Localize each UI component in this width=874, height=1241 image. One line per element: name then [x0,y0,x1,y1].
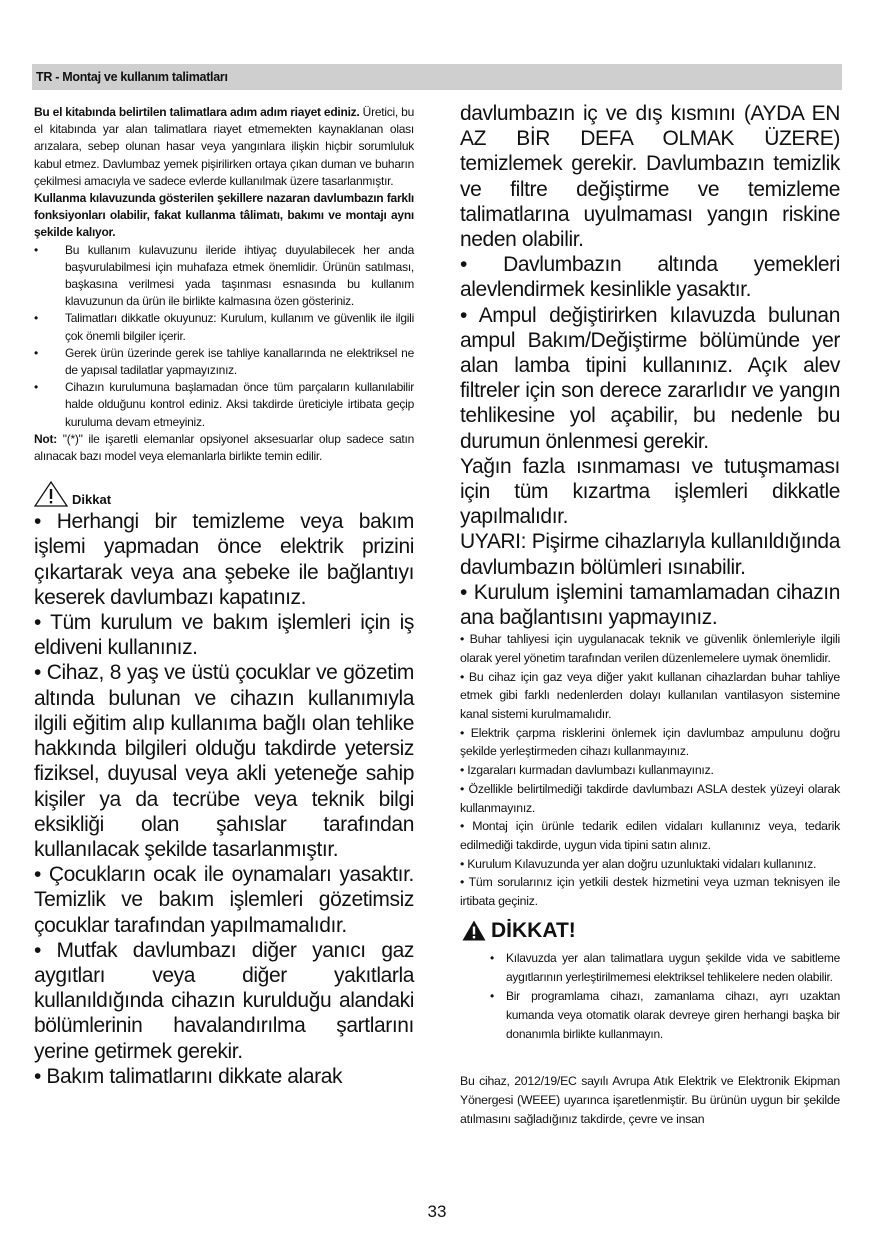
list-item: • Bu kullanım kulavuzunu ileride ihtiyaç duyulabilecek her anda başvurulabilmesi için muhafaza etmek önemlidir. Ürünün satılması, başkasına verilmesi yada taşınması esnasında bu kullanım klavuzunun da ürün ile birlikte kalmasına özen gösteriniz. [34,242,414,311]
warning-paragraph: • Bakım talimatlarını dikkate alarak [34,1064,343,1088]
warning-paragraph: • Ampul değiştirirken kılavuzda bulunan ampul Bakım/Değiştirme bölümünde yer alan lamba tipini kullanınız. Açık alev filtreler için son derece zararlıdır ve yangın tehlikesine yol açabilir, bu nedenle bu durumun önlenmesi gerekir. [460,303,840,453]
caution-label: Dikkat [72,492,112,508]
warning-paragraph: • Herhangi bir temizleme veya bakım işlemi yapmadan önce elektrik prizini çıkartarak veya ana şebeke ile bağlantıyı keserek davlumbazı kapatınız. [34,510,414,609]
safety-notes [460,630,840,911]
intro-paragraph [34,104,414,190]
attention-list [490,949,840,1044]
intro-text: Üretici, bu el kitabında yar alan talimatlara riayet etmemekten kaynaklanan olası arızalara, sebep olunan hasar veya yangınlara ilişkin hiçbir sorumluluk kabul etmez. Davlumbaz yemek pişirilirken ortaya çıkan duman ve buharın çekilmesi amacıyla ve sadece evlerde kullanılmak üzere tasarlanmıştır. [34,105,414,188]
note-text: "(*)" ile işaretli elemanlar opsiyonel aksesuarlar olup sadece satın alınacak bazı model veya elemanlarla birlikte temin edilir. [34,431,414,464]
warning-paragraph: Yağın fazla ısınmaması ve tutuşmaması için tüm kızartma işlemleri dikkatle yapılmalıdır. [460,454,840,529]
safety-note: • Tüm sorularınız için yetkili destek hizmetini veya uzman teknisyen ile irtibata geçiniz. [460,875,840,909]
warning-paragraph: UYARI: Pişirme cihazlarıyla kullanıldığında davlumbazın bölümleri ısınabilir. [460,530,840,579]
note-paragraph [34,431,414,465]
list-item: • Talimatları dikkatle okuyunuz: Kurulum, kullanım ve güvenlik ile ilgili çok önemli bilgiler içerir. [34,310,414,344]
warning-triangle-icon [34,481,68,507]
warning-paragraph: • Mutfak davlumbazı diğer yanıcı gaz aygıtları veya diğer yakıtlarla kullanıldığında cihazın kurulduğu alandaki bölümlerinin havalandırılma şartlarını yerine getirmek gerekir. [34,938,414,1063]
warning-paragraph: davlumbazın iç ve dış kısmını (AYDA EN AZ BİR DEFA OLMAK ÜZERE) temizlemek gerekir. Davlumbazın temizlik ve filtre değiştirme ve temizleme talimatlarına uyulmaması yangın riskine neden olabilir. [460,102,840,252]
warnings-block [34,509,414,1089]
list-item: • Bir programlama cihazı, zamanlama cihazı, ayrı uzaktan kumanda veya otomatik olarak devreye giren herhangi başka bir donanımla birlikte kullanmayın. [490,987,840,1044]
safety-note: • Montaj için ürünle tedarik edilen vidaları kullanınız veya, tedarik edilmediği takdirde, uygun vida tipini satın alınız. [460,819,840,852]
warning-paragraph: • Davlumbazın altında yemekleri alevlendirmek kesinlikle yasaktır. [460,253,840,302]
warning-paragraph: • Çocukların ocak ile oynamaları yasaktır. Temizlik ve bakım işlemleri gözetimsiz çocuklar tarafından yapılmamalıdır. [34,863,414,937]
intro-bold: Bu el kitabında belirtilen talimatlara adım adım riayet ediniz. [34,105,360,119]
safety-note: • Bu cihaz için gaz veya diğer yakıt kullanan cihazlardan buhar tahliye etmek gibi farklı nedenlerden dolayı kullanılan vantilasyon sistemine kanal sistemi kurulmamalıdır. [460,669,840,722]
weee-paragraph: Bu cihaz, 2012/19/EC sayılı Avrupa Atık Elektrik ve Elektronik Ekipman Yönergesi (WEEE) uyarınca işaretlenmiştir. Bu ürünün uygun bir şekilde atılmasını sağladığınız takdirde, çevre ve insan [460,1073,840,1126]
left-column [34,104,414,1089]
caution-heading [34,481,414,507]
safety-note: • Elektrik çarpma risklerini önlemek için davlumbaz ampulunu doğru şekilde yerleştirmeden cihazı kullanmayınız. [460,725,840,759]
instruction-list [34,242,414,431]
variants-note: Kullanma kılavuzunda gösterilen şekillere nazaran davlumbazın farklı fonksiyonları olabilir, fakat kullanma tâlimatı, bakımı ve montajı aynı şekilde kalıyor. [34,191,414,240]
list-item: • Cihazın kurulumuna başlamadan önce tüm parçaların kullanılabilir halde olduğunu kontrol ediniz. Aksi takdirde üreticiyle irtibata geçip kuruluma devam etmeyiniz. [34,379,414,431]
attention-label: DİKKAT! [491,918,576,942]
warning-filled-icon [462,920,486,941]
right-column [460,101,840,1129]
note-label: Not: [34,431,57,446]
list-item: • Gerek ürün üzerinde gerek ise tahliye kanallarında ne elektriksel ne de yapısal tadilatlar yapmayızınız. [34,345,414,379]
safety-note: • Buhar tahliyesi için uygulanacak teknik ve güvenlik önlemleriyle ilgili olarak yerel yönetim tarafından verilen düzenlemelere uymak önemlidir. [460,632,840,665]
safety-note: • Kurulum Kılavuzunda yer alan doğru uzunluktaki vidaları kullanınız. [460,856,817,871]
warning-paragraph: • Tüm kurulum ve bakım işlemleri için iş eldiveni kullanınız. [34,611,414,660]
section-title: TR - Montaj ve kullanım talimatları [36,70,228,84]
list-item: • Kılavuzda yer alan talimatlara uygun şekilde vida ve sabitleme aygıtlarının yerleştirilmemesi elektriksel tehlikelere neden olabilir. [490,949,840,987]
section-header [32,64,842,90]
warning-paragraph: • Kurulum işlemini tamamlamadan cihazın ana bağlantısını yapmayınız. [460,580,840,630]
warning-paragraph: • Cihaz, 8 yaş ve üstü çocuklar ve gözetim altında bulunan ve cihazın kullanımıyla ilgili eğitim alıp kullanıma bağlı olan tehlike hakkında bilgileri olduğu takdirde yetersiz fiziksel, duyusal veya akli yeteneğe sahip kişiler ya da tecrübe veya teknik bilgi eksikliği olan şahıslar tarafından kullanılacak şekilde tasarlanmıştır. [34,661,414,861]
safety-note: • Özellikle belirtilmediği takdirde davlumbazı ASLA destek yüzeyi olarak kullanmayınız. [460,781,840,815]
attention-heading [462,919,840,943]
safety-note: • Izgaraları kurmadan davlumbazı kullanmayınız. [460,763,714,778]
page-number: 33 [427,1202,447,1221]
warnings-block-continued [460,101,840,630]
